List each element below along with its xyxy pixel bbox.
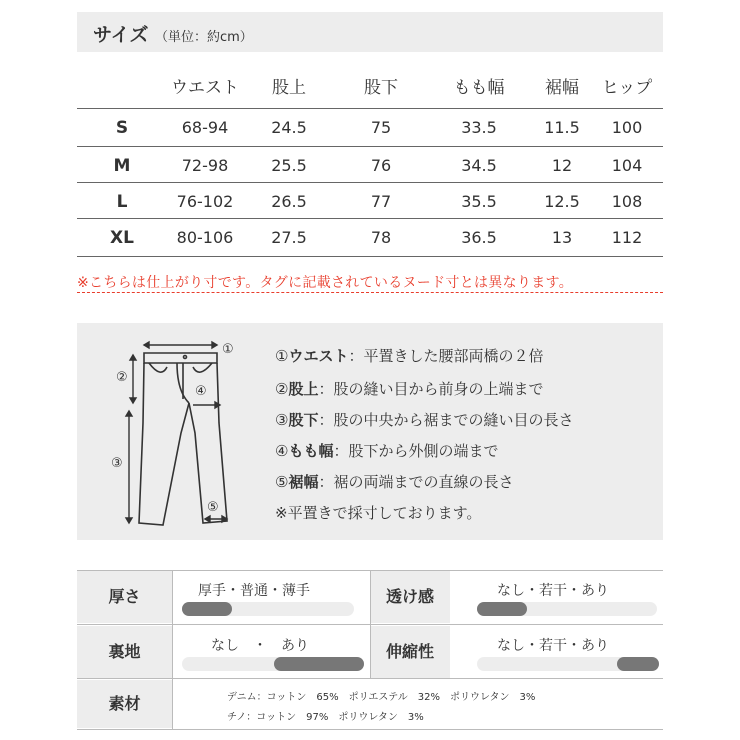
fabric-divider	[77, 678, 663, 679]
table-cell: 35.5	[461, 192, 497, 211]
table-row	[77, 108, 663, 148]
table-divider	[77, 218, 663, 219]
table-divider	[77, 256, 663, 257]
fabric-info-table	[77, 570, 663, 730]
column-header-waist: ウエスト	[171, 78, 239, 98]
column-header-rise: 股上	[272, 78, 306, 98]
table-cell: 104	[611, 156, 643, 175]
table-cell: 77	[370, 192, 392, 211]
marker-3: ③	[111, 456, 123, 471]
fabric-column-divider	[370, 570, 371, 678]
desc-term: 股上	[288, 380, 319, 398]
desc-text: ：平置きした腰部両橋の２倍	[348, 347, 544, 365]
table-cell: 11.5	[544, 118, 580, 137]
column-header-inseam: 股下	[364, 78, 398, 98]
desc-text: ※平置きで採寸しております。	[275, 504, 482, 522]
table-row	[77, 182, 663, 222]
description-waist	[275, 345, 543, 366]
table-row	[77, 146, 663, 186]
table-divider	[77, 146, 663, 147]
size-label: L	[116, 192, 128, 212]
table-cell: 26.5	[271, 192, 307, 211]
marker-2: ②	[116, 370, 128, 385]
table-cell: 12	[551, 156, 573, 175]
arrow-head	[126, 411, 132, 416]
table-cell: 72-98	[181, 156, 229, 175]
table-cell: 13	[551, 228, 573, 247]
column-header-hip: ヒップ	[601, 78, 653, 98]
description-hem	[275, 471, 513, 492]
lining-indicator	[274, 657, 364, 671]
desc-text: ：裾の両端までの直線の長さ	[318, 473, 514, 491]
desc-number: ⑤	[275, 473, 289, 491]
size-table	[77, 68, 663, 258]
desc-number: ①	[275, 347, 289, 365]
table-cell: 24.5	[271, 118, 307, 137]
desc-text: ：股の中央から裾までの縫い目の長さ	[318, 411, 574, 429]
table-cell: 68-94	[181, 118, 229, 137]
sheer-options: なし・若干・あり	[497, 583, 609, 599]
material-line-chino: チノ：コットン 97% ポリウレタン 3%	[227, 712, 424, 723]
desc-number: ④	[275, 442, 289, 460]
table-cell: 76-102	[176, 192, 234, 211]
size-label: XL	[110, 228, 134, 248]
desc-term: もも幅	[288, 442, 334, 460]
material-label: 素材	[77, 680, 172, 728]
thickness-options: 厚手・普通・薄手	[198, 583, 310, 599]
desc-number: ③	[275, 411, 289, 429]
column-header-thigh: もも幅	[453, 78, 505, 98]
stretch-scale	[477, 657, 659, 671]
table-divider	[77, 108, 663, 109]
desc-term: 股下	[288, 411, 319, 429]
table-cell: 112	[611, 228, 643, 247]
table-cell: 108	[611, 192, 643, 211]
table-cell: 36.5	[461, 228, 497, 247]
table-row	[77, 218, 663, 258]
arrow-head	[130, 355, 136, 360]
desc-term: ウエスト	[288, 347, 349, 365]
size-header	[77, 12, 663, 52]
table-cell: 12.5	[544, 192, 580, 211]
stretch-options: なし・若干・あり	[497, 638, 609, 654]
arrow-head	[205, 516, 210, 522]
description-rise	[275, 378, 543, 399]
lining-label: 裏地	[77, 626, 172, 678]
finished-size-note: ※こちらは仕上がり寸です。タグに記載されているヌード寸とは異なります。	[77, 275, 573, 291]
fabric-divider	[77, 729, 663, 730]
description-inseam	[275, 409, 573, 430]
unit-label: （単位：約cm）	[155, 30, 253, 45]
marker-4: ④	[195, 384, 207, 399]
table-cell: 76	[370, 156, 392, 175]
sheer-indicator	[477, 602, 527, 616]
table-cell: 25.5	[271, 156, 307, 175]
size-label: S	[115, 118, 129, 138]
column-header-hem: 裾幅	[545, 78, 579, 98]
arrow-head	[126, 518, 132, 523]
description-thigh	[275, 440, 498, 461]
table-cell: 78	[370, 228, 392, 247]
desc-text: ：股下から外側の端まで	[333, 442, 499, 460]
size-label: M	[113, 156, 131, 176]
stretch-label: 伸縮性	[370, 626, 450, 678]
table-cell: 80-106	[176, 228, 234, 247]
table-divider	[77, 182, 663, 183]
marker-5: ⑤	[207, 500, 219, 515]
stretch-indicator	[617, 657, 659, 671]
thickness-indicator	[182, 602, 232, 616]
table-cell: 27.5	[271, 228, 307, 247]
thickness-scale	[182, 602, 354, 616]
size-table-header	[77, 68, 663, 108]
thickness-label: 厚さ	[77, 571, 172, 623]
lining-options: なし ・ あり	[211, 638, 309, 654]
fabric-column-divider	[172, 570, 173, 729]
desc-number: ②	[275, 380, 289, 398]
arrow-head	[212, 342, 217, 348]
material-line-denim: デニム：コットン 65% ポリエステル 32% ポリウレタン 3%	[227, 692, 536, 703]
description-flat-note	[275, 502, 481, 523]
arrow-head	[144, 342, 149, 348]
sheer-scale	[477, 602, 657, 616]
note-underline	[77, 292, 663, 294]
table-cell: 34.5	[461, 156, 497, 175]
desc-text: ：股の縫い目から前身の上端まで	[318, 380, 544, 398]
desc-term: 裾幅	[288, 473, 319, 491]
marker-1: ①	[222, 342, 234, 357]
arrow-head	[130, 398, 136, 403]
measurement-diagram-panel	[77, 323, 663, 540]
sheer-label: 透け感	[370, 571, 450, 623]
table-cell: 33.5	[461, 118, 497, 137]
size-title: サイズ	[93, 24, 149, 46]
lining-scale	[182, 657, 364, 671]
table-cell: 75	[370, 118, 392, 137]
table-cell: 100	[611, 118, 643, 137]
